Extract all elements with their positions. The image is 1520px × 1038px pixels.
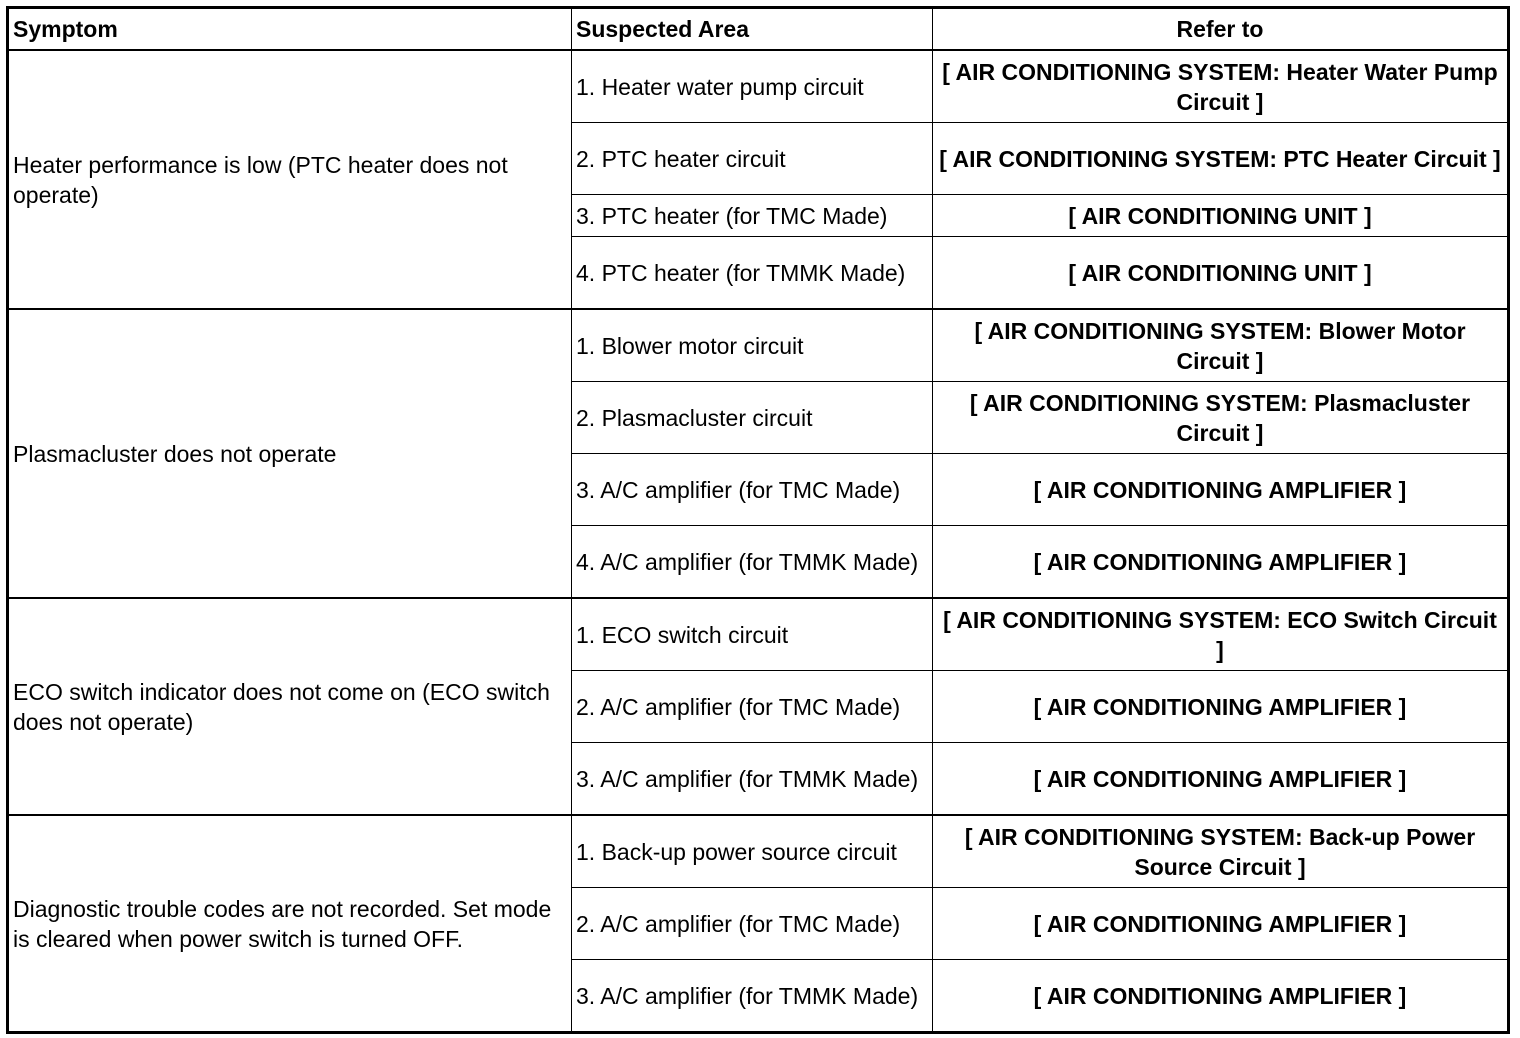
- suspected-area-cell: 2. Plasmacluster circuit: [572, 382, 933, 454]
- suspected-area-cell: 2. PTC heater circuit: [572, 123, 933, 195]
- refer-to-link[interactable]: [ AIR CONDITIONING AMPLIFIER ]: [933, 454, 1509, 526]
- problem-symptoms-table: [6, 6, 1510, 1034]
- refer-to-link[interactable]: [ AIR CONDITIONING UNIT ]: [933, 195, 1509, 237]
- refer-to-link[interactable]: [ AIR CONDITIONING UNIT ]: [933, 237, 1509, 310]
- header-suspected-area: Suspected Area: [572, 8, 933, 51]
- header-row: [8, 8, 1509, 51]
- refer-to-link[interactable]: [ AIR CONDITIONING SYSTEM: Back-up Power Source Circuit ]: [933, 815, 1509, 888]
- refer-to-link[interactable]: [ AIR CONDITIONING SYSTEM: ECO Switch Circuit ]: [933, 598, 1509, 671]
- refer-to-link[interactable]: [ AIR CONDITIONING SYSTEM: Heater Water Pump Circuit ]: [933, 50, 1509, 123]
- suspected-area-cell: 3. PTC heater (for TMC Made): [572, 195, 933, 237]
- refer-to-link[interactable]: [ AIR CONDITIONING SYSTEM: Plasmacluster Circuit ]: [933, 382, 1509, 454]
- refer-to-link[interactable]: [ AIR CONDITIONING SYSTEM: PTC Heater Circuit ]: [933, 123, 1509, 195]
- suspected-area-cell: 4. A/C amplifier (for TMMK Made): [572, 526, 933, 599]
- suspected-area-cell: 1. ECO switch circuit: [572, 598, 933, 671]
- suspected-area-cell: 1. Blower motor circuit: [572, 309, 933, 382]
- suspected-area-cell: 1. Back-up power source circuit: [572, 815, 933, 888]
- table-row: [8, 815, 1509, 888]
- refer-to-link[interactable]: [ AIR CONDITIONING SYSTEM: Blower Motor Circuit ]: [933, 309, 1509, 382]
- refer-to-link[interactable]: [ AIR CONDITIONING AMPLIFIER ]: [933, 743, 1509, 816]
- table-row: [8, 50, 1509, 123]
- suspected-area-cell: 3. A/C amplifier (for TMC Made): [572, 454, 933, 526]
- symptom-cell: Plasmacluster does not operate: [8, 309, 572, 598]
- refer-to-link[interactable]: [ AIR CONDITIONING AMPLIFIER ]: [933, 526, 1509, 599]
- table-row: [8, 598, 1509, 671]
- table-row: [8, 309, 1509, 382]
- symptom-cell: Heater performance is low (PTC heater does not operate): [8, 50, 572, 309]
- symptom-cell: ECO switch indicator does not come on (ECO switch does not operate): [8, 598, 572, 815]
- suspected-area-cell: 3. A/C amplifier (for TMMK Made): [572, 960, 933, 1033]
- suspected-area-cell: 3. A/C amplifier (for TMMK Made): [572, 743, 933, 816]
- suspected-area-cell: 4. PTC heater (for TMMK Made): [572, 237, 933, 310]
- refer-to-link[interactable]: [ AIR CONDITIONING AMPLIFIER ]: [933, 671, 1509, 743]
- suspected-area-cell: 2. A/C amplifier (for TMC Made): [572, 888, 933, 960]
- header-refer-to: Refer to: [933, 8, 1509, 51]
- refer-to-link[interactable]: [ AIR CONDITIONING AMPLIFIER ]: [933, 960, 1509, 1033]
- suspected-area-cell: 2. A/C amplifier (for TMC Made): [572, 671, 933, 743]
- suspected-area-cell: 1. Heater water pump circuit: [572, 50, 933, 123]
- refer-to-link[interactable]: [ AIR CONDITIONING AMPLIFIER ]: [933, 888, 1509, 960]
- header-symptom: Symptom: [8, 8, 572, 51]
- symptom-cell: Diagnostic trouble codes are not recorded. Set mode is cleared when power switch is turned OFF.: [8, 815, 572, 1033]
